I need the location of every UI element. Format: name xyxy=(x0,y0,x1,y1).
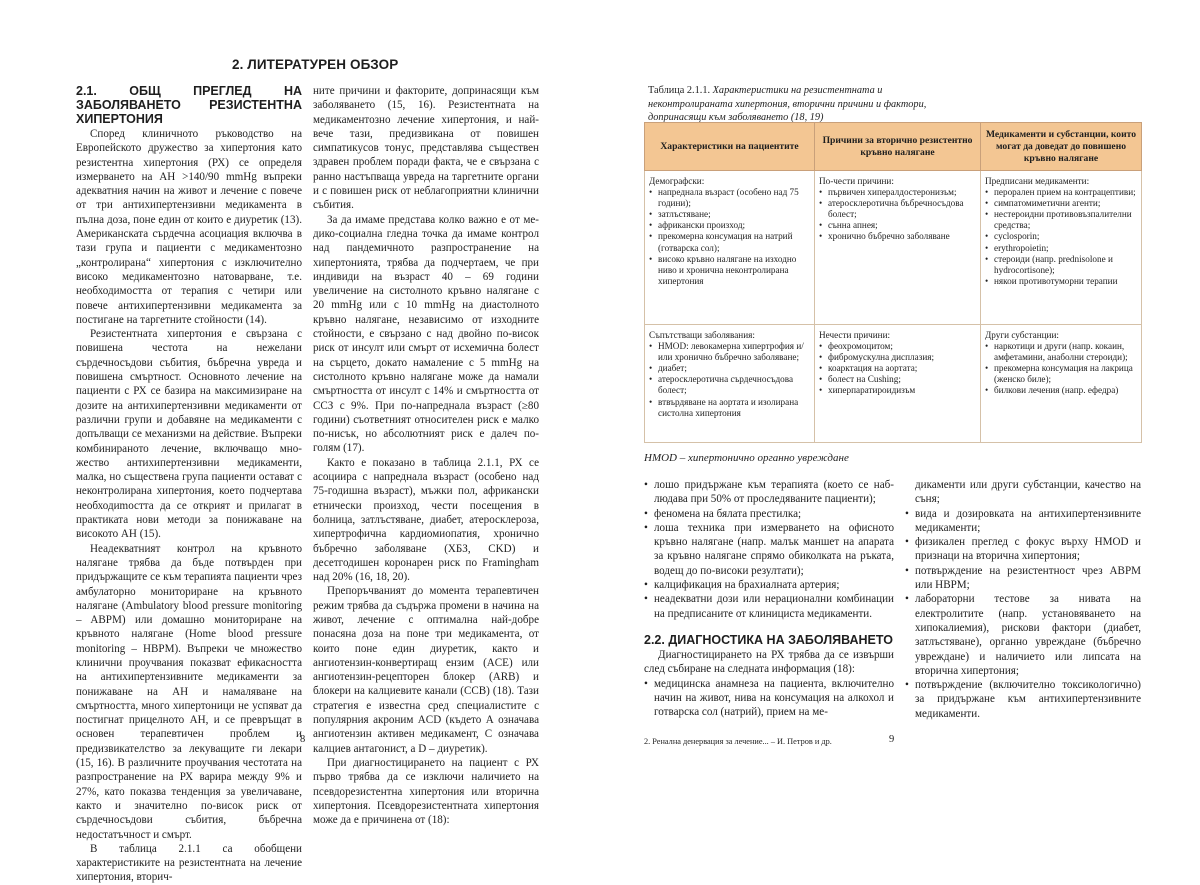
list-item: • феохромоцитом; xyxy=(819,341,977,352)
characteristics-table xyxy=(644,122,1142,443)
list-item: • африкански произход; xyxy=(649,220,811,231)
list-item: • перорален прием на контрацептиви; xyxy=(985,187,1138,198)
right-page xyxy=(600,0,1200,807)
cell-title: По-чести причини: xyxy=(819,176,894,186)
list-item: • потвърждение на резистентност чрез ABPM или HBPM; xyxy=(905,564,1141,593)
running-footer: 2. Ренална денервация за лечение... – И. Петров и др. xyxy=(644,737,832,746)
paragraph: За да имаме представа колко важно е от медико-социална гледна точка да имаме контрол над пандемичното разпространение на хипертонията, трябва да подчертаем, че при индивиди на възраст 40 – 69 години увеличение на систолното кръвно налягане с 20 mmHg или с 10 mmHg на диастолното кръвно налягане, независимо от изходните стойности, е свързано с над двойно по-висок риск от инсулт или смърт от исхемична болест на сърцето, докато намаление с 5 mmHg на систолното кръвно налягане може да намали смъртността от инсулт с 14% и смъртността от ССЗ с 9%. При по-напреднала възраст (≥80 години) съответният относителен риск е малко по-нисък, но абсолютният риск е далеч по-голям (17). xyxy=(313,213,539,455)
list-item: • болест на Cushing; xyxy=(819,374,977,385)
list-item: • cyclosporin; xyxy=(985,231,1138,242)
cell-title: Други субстанции: xyxy=(985,330,1059,340)
list-item: • първичен хипералдостеронизъм; xyxy=(819,187,977,198)
list-item: • прекомерна консумация на натрий (готварска сол); xyxy=(649,231,811,253)
table-header: Характеристики на пациентите xyxy=(645,123,815,171)
cell-title: Предписани медикаменти: xyxy=(985,176,1090,186)
table-cell xyxy=(815,171,981,325)
list-item: • лабораторни тестове за нивата на електролитите (напр. установяването на хипокалиемия), рискови фактори (диабет, затлъстяване), органно увреждане (бъбречно увреждане) и наличието или липсата на вторична хипертония; xyxy=(905,592,1141,678)
list-item: • сънна апнея; xyxy=(819,220,977,231)
list-item: • лошо придържане към терапията (което се наблюдава при 50% от проследяваните пациенти); xyxy=(644,478,894,507)
table-caption xyxy=(648,84,968,125)
page-number: 8 xyxy=(300,734,306,745)
subsection-2-1-title: 2.1. ОБЩ ПРЕГЛЕД НА ЗАБОЛЯВАНЕТО РЕЗИСТЕНТНА ХИПЕРТОНИЯ xyxy=(76,84,302,126)
right-column-1 xyxy=(644,478,894,719)
paragraph: Неадекватният контрол на кръвното налягане трябва да бъде потвърден при придържащите се към терапията пациенти чрез амбулаторно мониториране на кръвното налягане (Ambulatory blood pressure monitoring – ABPM) или домашно мониториране на кръвното налягане (Home blood pressure monitoring – HBPM). Въпреки че множество клинични проучвания показват ефикасността на антихипертензивните медикаменти за понижаване на АН и намаляване на смъртността, много хипертоници не успяват да постигнат прицелното АН, и се превръщат в основен терапевтичен проблем и предизвикателство за лекуващите ги лекари (15, 16). В различните проучвания честотата на разпространение на РХ варира между 9% и 27%, като показва тенденция за увеличаване, както и значително по-висок риск от сърдечносъдови събития, бъбречна недостатъчност и смърт. xyxy=(76,542,302,841)
table-caption-text: Характеристики на резистентната и неконтролираната хипертония, вторични причини и фактори, допринасящи към заболяването (18, 19) xyxy=(648,85,927,123)
paragraph: В таблица 2.1.1 са обобщени характеристиките на резистентната на лечение хипертония, вторич- xyxy=(76,842,302,884)
section-title: 2. ЛИТЕРАТУРЕН ОБЗОР xyxy=(232,57,399,72)
paragraph: Резистентната хипертония е свързана с повишена честота на нежелани сърдечносъдови събития, бъбречна увреда и повишена смъртност. Основното лечение на пациенти с РХ се базира на максимизиране на дозите на антихипертензивни медикаменти от различни групи и добавяне на медикаменти с допълващи се механизми на действие. Въпреки комбинираното лечение, включващо множество антихипертензивни медикаменти, малка, но съществена група пациенти остават с неконтролирана хипертония, което подчертава необходиmостта да се открият и прилагат в практиката нови методи за понижаване на високото АН (15). xyxy=(76,328,302,541)
list-item: • прекомерна консумация на лакрица (женско биле); xyxy=(985,363,1138,385)
table-cell xyxy=(645,325,815,443)
table-cell xyxy=(981,325,1142,443)
cell-title: Съпътстващи заболявания: xyxy=(649,330,755,340)
list-item: • нестероидни противовъзпалителни средства; xyxy=(985,209,1138,231)
list-item: • erythropoietin; xyxy=(985,243,1138,254)
left-column-1 xyxy=(76,84,302,885)
list-item: • феномена на бялата престилка; xyxy=(644,507,894,521)
list-item: • неадекватни дози или нерационални комбинации на предписаните от клинициста медикаменти. xyxy=(644,592,894,621)
list-item: • диабет; xyxy=(649,363,811,374)
subsection-2-2-title: 2.2. ДИАГНОСТИКА НА ЗАБОЛЯВАНЕТО xyxy=(644,632,893,647)
left-column-2 xyxy=(313,84,539,827)
list-item: • симпатомиметични агенти; xyxy=(985,198,1138,209)
table-cell xyxy=(815,325,981,443)
list-item: • лоша техника при измерването на офисното кръвно налягане (напр. малък маншет на апарата за кръвно налягане спрямо обиколката на ръката, водещ до по-високи резултати); xyxy=(644,521,894,578)
list-item: • потвърждение (включително токсикологично) за придържане към антихипертензивните медикаменти. xyxy=(905,678,1141,721)
list-item: • медицинска анамнеза на пациента, включително начин на живот, нива на консумация на алкохол и готварска сол (натрий), прием на ме- xyxy=(644,677,894,720)
list-item: • хиперпаратироидизъм xyxy=(819,385,977,396)
list-item: • наркотици и други (напр. кокаин, амфетамини, анаболни стероиди); xyxy=(985,341,1138,363)
list-item: • затлъстяване; xyxy=(649,209,811,220)
list-item: • калцификация на брахиалната артерия; xyxy=(644,578,894,592)
list-item: • хронично бъбречно заболяване xyxy=(819,231,977,242)
list-item: • стероиди (напр. prednisolone и hydrocortisone); xyxy=(985,254,1138,276)
list-continuation: дикаменти или други субстанции, качество на съня; xyxy=(915,479,1141,506)
left-page xyxy=(0,0,600,884)
right-column-2 xyxy=(905,478,1141,721)
table-header: Причини за вторично резистентно кръвно налягане xyxy=(815,123,981,171)
table-caption-prefix: Таблица 2.1.1. xyxy=(648,85,711,96)
list-item: • атеросклеротична сърдечносъдова болест; xyxy=(649,374,811,396)
list-item: • коарктация на аортата; xyxy=(819,363,977,374)
paragraph: Диагностицирането на РХ трябва да се извърши след събиране на следната информация (18): xyxy=(644,648,894,676)
cell-title: Демографски: xyxy=(649,176,705,186)
paragraph: При диагностицирането на пациент с РХ първо трябва да се изключи наличието на псевдорезистентна хипертония или вторична хипертония. Псевдорезистентната хипертония може да е причинена от (18): xyxy=(313,756,539,827)
list-item: • HMOD: левокамерна хипертрофия и/или хронично бъбречно заболяване; xyxy=(649,341,811,363)
table-header: Медикаменти и субстанции, които могат да доведат до повишено кръвно налягане xyxy=(981,123,1142,171)
paragraph: Според клиничното ръководство на Европейското дружество за хипертония като резистентна хипертония (РХ) се определя измерването на АН >140/90 mmHg въпреки адекватния начин на живот и лечение с повече от три антихипертензивни медикамента в пълна доза, поне един от които е диуретик (13). Американската сърдечна асоциация включва в тази група и пациенти с медикаментозно „контролирана“ хипертония с изключително високо медикаментозно натоварване, т.е. необходимостта от терапия с четири или повече антихипертензивни медикамента за постигане на таргетните стойности (14). xyxy=(76,128,302,326)
paragraph: Както е показано в таблица 2.1.1, РХ се асоциира с напреднала възраст (особено над 75-годишна възраст), мъжки пол, африкански етнически произход, чести посещения в болница, затлъстяване, диабет, атеросклероза, хипертрофична кардиомиопатия, хронично бъбречно заболяване (ХБЗ, CKD) и десетгодишен коронарен риск по Framingham над 20% (16, 18, 20). xyxy=(313,456,539,584)
list-item: • вида и дозировката на антихипертензивните медикаменти; xyxy=(905,507,1141,536)
list-item: • напреднала възраст (особено над 75 години); xyxy=(649,187,811,209)
list-item: • някои противотуморни терапии xyxy=(985,276,1138,287)
list-item: • фибромускулна дисплазия; xyxy=(819,352,977,363)
list-item: • билкови лечения (напр. ефедра) xyxy=(985,385,1138,396)
paragraph: Препоръчваният до момента терапевтичен режим трябва да съдържа промени в начина на живот, лечение с оптимална най-добре понасяна доза на поне три медикамента, от които поне един диуретик, както и ангиотензин-конвертиращ ензим (ACE) или ангиотензин-рецепторен блокер (ARB) и блокери на калциевите канали (CCB) (18). Тази стратегия е известна сред специалистите с популярния акроним ACD (където А означава ангиотензин активен медикамент, С означава калциев антагонист, а D – диуретик). xyxy=(313,585,539,755)
cell-title: Нечести причини: xyxy=(819,330,891,340)
abbreviation-note: HMOD – хипертонично органно увреждане xyxy=(644,452,849,464)
list-item: • атеросклеротична бъбречносъдова болест; xyxy=(819,198,977,220)
table-cell xyxy=(645,171,815,325)
list-item: • високо кръвно налягане на изходно ниво и хронична неконтролирана хипертония xyxy=(649,254,811,287)
page-number: 9 xyxy=(889,734,895,745)
paragraph: ните причини и факторите, допринасящи към заболяването (15, 16). Резистентната на медикаментозно лечение хипертония, и най-вече тази, предизвикана от повишен симпатикусов тонус, представлява съществен здравен проблем поради факта, че е свързана с ранно настъпваща увреда на таргетните органи и с повишен риск от неблагоприятни клинични събития. xyxy=(313,85,539,212)
list-item: • физикален преглед с фокус върху HMOD и признаци на вторична хипертония; xyxy=(905,535,1141,564)
list-item: • втвърдяване на аортата и изолирана систолна хипертония xyxy=(649,397,811,419)
table-cell xyxy=(981,171,1142,325)
